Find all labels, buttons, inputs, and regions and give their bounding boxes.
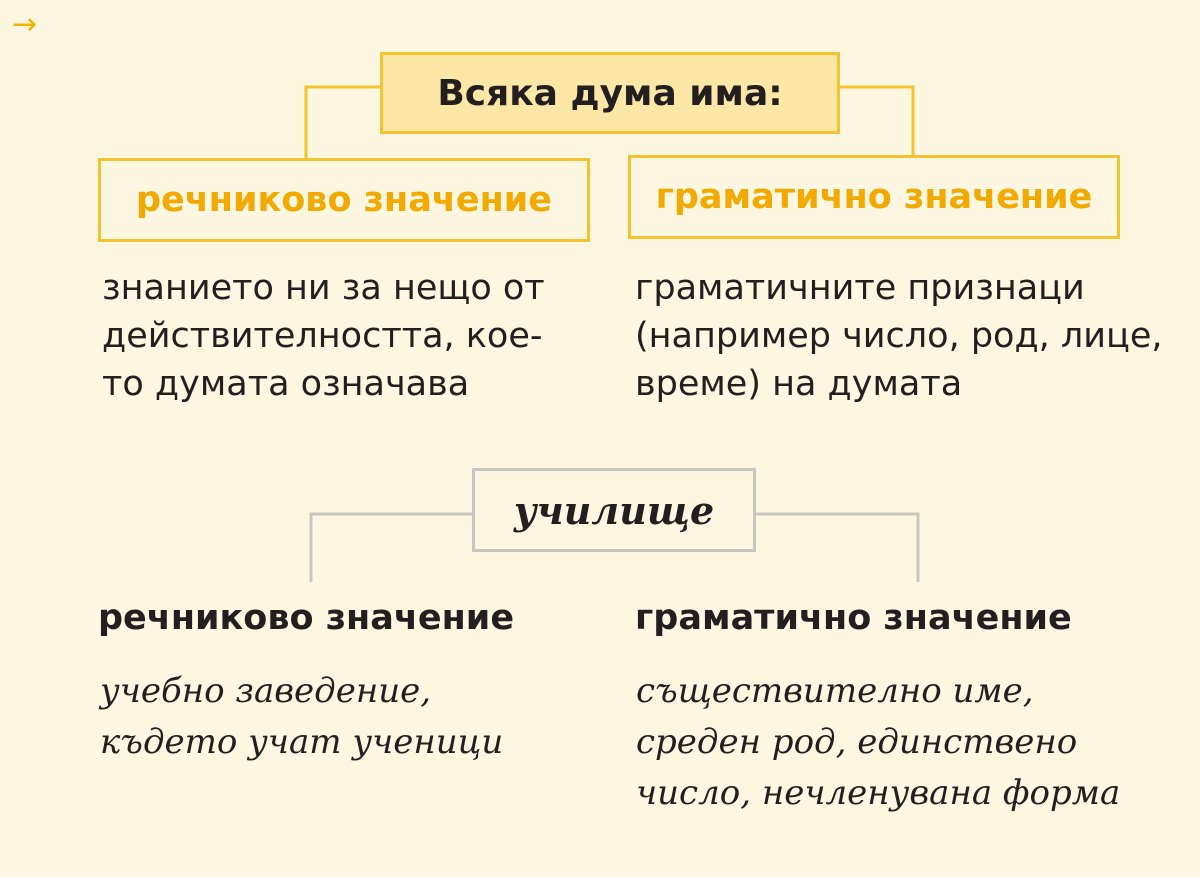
- lexical-definition: [102, 264, 612, 408]
- title-text: Всяка дума има:: [437, 72, 783, 114]
- connector-example-right: [756, 514, 918, 582]
- definition-line: знанието ни за нещо от: [102, 268, 545, 308]
- example-word-box: [472, 468, 756, 552]
- example-line: съществително име,: [636, 671, 1034, 711]
- definition-line: време) на думата: [635, 364, 963, 404]
- example-line: където учат ученици: [100, 722, 504, 762]
- example-grammatical-text: [636, 666, 1196, 819]
- title-box: [380, 52, 840, 134]
- connector-example-left: [311, 514, 472, 582]
- definition-line: то думата означава: [102, 364, 470, 404]
- definition-line: действителността, кое-: [102, 316, 543, 356]
- grammatical-meaning-label: граматично значение: [655, 177, 1093, 217]
- example-word: училище: [513, 487, 715, 533]
- example-lexical-heading: речниково значение: [98, 598, 515, 638]
- lexical-meaning-label: речниково значение: [135, 180, 553, 220]
- example-lexical-text: [100, 666, 620, 768]
- example-line: число, нечленувана форма: [636, 773, 1121, 813]
- example-grammatical-heading: граматично значение: [635, 598, 1072, 638]
- grammatical-definition: [635, 264, 1175, 408]
- arrow-right-icon: →: [12, 7, 38, 42]
- grammatical-meaning-box: [628, 155, 1120, 239]
- definition-line: граматичните признаци: [635, 268, 1085, 308]
- example-line: учебно заведение,: [100, 671, 432, 711]
- definition-line: (например число, род, лице,: [635, 316, 1163, 356]
- lexical-meaning-box: [98, 158, 590, 242]
- connector-top-right: [840, 87, 913, 155]
- example-line: среден род, единствено: [636, 722, 1078, 762]
- connector-top-left: [306, 87, 380, 158]
